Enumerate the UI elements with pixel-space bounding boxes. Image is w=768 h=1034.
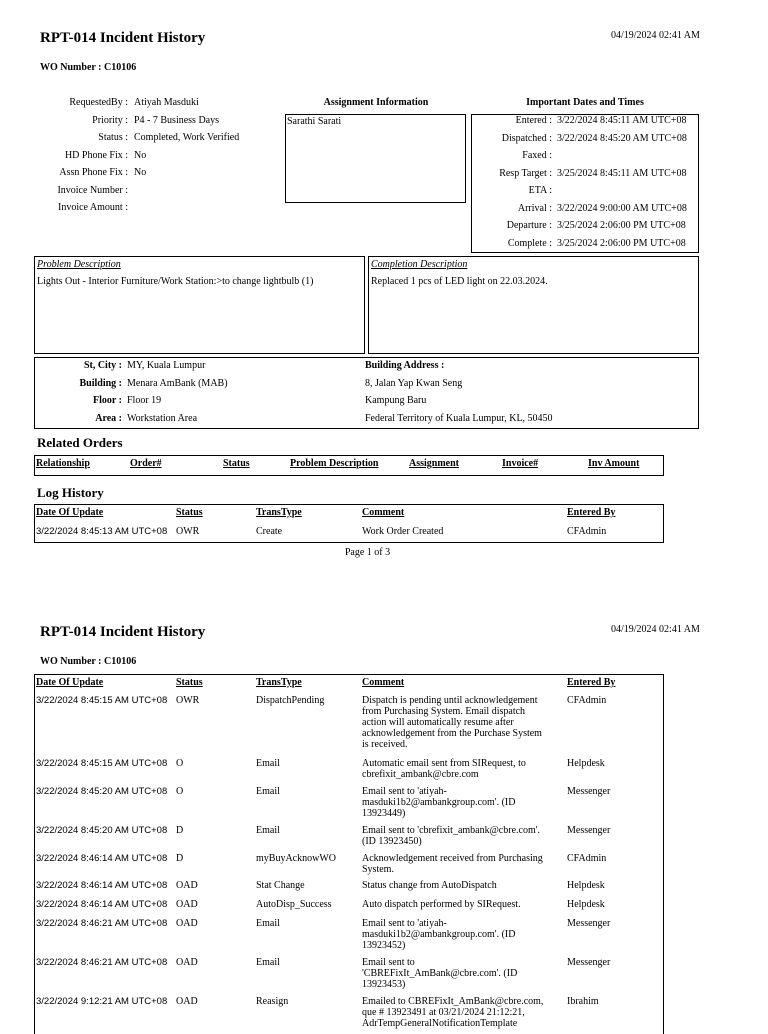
log-entered-by: CFAdmin (567, 695, 607, 706)
info-label: Priority : (92, 114, 128, 126)
log-entered-by: Ibrahim (567, 996, 599, 1007)
col-entered-by: Entered By (567, 677, 616, 688)
log-entered-by: Helpdesk (567, 758, 605, 769)
assignment-box (285, 114, 466, 203)
log-status: OAD (176, 899, 198, 910)
assignment-title: Assignment Information (323, 97, 429, 108)
date-label: ETA : (528, 185, 552, 196)
location-value: MY, Kuala Lumpur (127, 360, 206, 371)
log-date: 3/22/2024 8:45:15 AM UTC+08 (36, 758, 168, 769)
log-comment-line: action will automatically resume after (362, 717, 514, 728)
log-date: 3/22/2024 9:12:21 AM UTC+08 (36, 996, 168, 1007)
log-comment-line: 13923452) (362, 940, 406, 951)
log-comment-line: Email sent to (362, 957, 415, 968)
log-trans: Email (256, 918, 280, 929)
log-comment-line: masduki1b2@ambankgroup.com'. (ID (362, 797, 516, 808)
log-comment (362, 996, 567, 1029)
log-date: 3/22/2024 8:45:15 AM UTC+08 (36, 695, 168, 706)
date-value: 3/22/2024 8:45:20 AM UTC+08 (557, 132, 687, 144)
info-label: Status : (98, 132, 128, 143)
log-comment (362, 880, 567, 891)
building-address-line: Kampung Baru (365, 395, 427, 406)
log-status: OAD (176, 880, 198, 891)
date-label: Entered : (515, 115, 552, 126)
log-comment-line: Dispatch is pending until acknowledgement (362, 695, 538, 706)
report-title-2: RPT-014 Incident History (40, 624, 206, 640)
log-history-title: Log History (37, 485, 104, 500)
building-address-line: Federal Territory of Kuala Lumpur, KL, 50450 (365, 412, 553, 424)
log-comment-line: cbrefixit_ambank@cbre.com (362, 769, 479, 780)
report-title: RPT-014 Incident History (40, 30, 206, 46)
wo-number: WO Number : C10106 (40, 62, 137, 73)
log-trans: Email (256, 957, 280, 968)
location-value: Workstation Area (127, 412, 198, 424)
date-label: Resp Target : (499, 167, 552, 179)
log-history-table-2 (34, 674, 664, 1034)
log-entered-by: Messenger (567, 825, 611, 836)
location-label: St, City : (83, 360, 122, 371)
log-status: OAD (176, 957, 198, 968)
log-status: OWR (176, 526, 200, 537)
info-value: Completed, Work Verified (134, 132, 240, 143)
info-label: RequestedBy : (69, 97, 128, 108)
log-comment-line: Auto dispatch performed by SIRequest. (362, 899, 521, 910)
log-comment (362, 695, 567, 750)
log-history-table (34, 504, 664, 543)
log-comment-line: Acknowledgement received from Purchasing (362, 853, 543, 864)
report-date-2: 04/19/2024 02:41 AM (611, 624, 700, 635)
date-label: Faxed : (522, 150, 552, 161)
date-label: Complete : (507, 237, 552, 249)
log-comment-line: System. (362, 864, 394, 875)
date-label: Dispatched : (501, 132, 552, 144)
info-label: HD Phone Fix : (64, 149, 128, 161)
info-values (134, 94, 284, 217)
date-value (557, 182, 699, 200)
log-comment-line: Status change from AutoDispatch (362, 880, 497, 891)
col-relationship: Relationship (36, 458, 90, 469)
log-trans: myBuyAcknowWO (256, 853, 336, 864)
location-value: Floor 19 (127, 395, 162, 406)
col-comment: Comment (362, 677, 405, 688)
log-comment-line: Email sent to 'atiyah- (362, 918, 447, 929)
col-invoice: Invoice# (502, 458, 539, 469)
col-status: Status (223, 458, 250, 469)
log-date: 3/22/2024 8:45:20 AM UTC+08 (36, 825, 168, 836)
log-status: OAD (176, 996, 198, 1007)
log-comment-line: Automatic email sent from SIRequest, to (362, 758, 526, 769)
log-comment-line: acknowledgement from the Purchase System (362, 728, 542, 739)
date-value (557, 147, 699, 165)
info-label: Invoice Amount : (58, 202, 128, 213)
log-date: 3/22/2024 8:46:21 AM UTC+08 (36, 918, 168, 929)
date-value: 3/25/2024 2:06:00 PM UTC+08 (557, 220, 686, 231)
info-value: Atiyah Masduki (134, 97, 199, 108)
completion-box (368, 256, 699, 354)
log-trans: Reasign (256, 996, 289, 1007)
log-entered-by: CFAdmin (567, 526, 607, 537)
page-number: Page 1 of 3 (344, 547, 391, 558)
assignment-value: Sarathi Sarati (287, 116, 342, 127)
date-label: Departure : (506, 220, 552, 231)
date-value: 3/22/2024 9:00:00 AM UTC+08 (557, 202, 687, 214)
related-orders-title: Related Orders (37, 435, 123, 450)
log-comment (362, 899, 567, 910)
log-comment-line: masduki1b2@ambankgroup.com'. (ID (362, 929, 516, 940)
log-comment-line: Emailed to CBREFixIt_AmBank@cbre.com, (362, 996, 544, 1007)
log-comment (362, 825, 567, 847)
log-comment-line: 'CBREFixIt_AmBank@cbre.com'. (ID (362, 968, 518, 979)
location-box (34, 357, 699, 429)
log-trans: AutoDisp_Success (256, 899, 332, 910)
col-status: Status (176, 677, 203, 688)
info-value (134, 199, 284, 217)
problem-title: Problem Description (37, 259, 121, 270)
log-status: OAD (176, 918, 198, 929)
related-orders-table (34, 455, 664, 476)
problem-text: Lights Out - Interior Furniture/Work Station:>to change lightbulb (1) (37, 276, 314, 287)
log-comment-line: Email sent to 'atiyah- (362, 786, 447, 797)
info-label: Invoice Number : (57, 184, 128, 196)
log-comment-line: Email sent to 'cbrefixit_ambank@cbre.com'. (362, 825, 541, 836)
col-assignment: Assignment (409, 458, 460, 469)
dates-labels (472, 112, 552, 252)
log-comment-line: (ID 13923450) (362, 836, 422, 847)
log-entered-by: Helpdesk (567, 880, 605, 891)
date-value: 3/22/2024 8:45:11 AM UTC+08 (557, 115, 687, 126)
log-date: 3/22/2024 8:45:13 AM UTC+08 (36, 526, 168, 537)
log-trans: Email (256, 786, 280, 797)
col-date: Date Of Update (36, 507, 104, 518)
log-comment: Work Order Created (362, 526, 444, 537)
log-date: 3/22/2024 8:46:14 AM UTC+08 (36, 899, 168, 910)
report-date: 04/19/2024 02:41 AM (611, 30, 700, 41)
log-comment-line: 13923449) (362, 808, 406, 819)
log-status: D (176, 825, 184, 836)
info-value: P4 - 7 Business Days (134, 114, 220, 126)
log-comment (362, 957, 567, 990)
log-comment-line: from Purchasing System. Email dispatch (362, 706, 526, 717)
log-comment-line: AdrTempGeneralNotificationTemplate (362, 1018, 518, 1029)
wo-number-2: WO Number : C10106 (40, 656, 137, 667)
log-status: O (176, 786, 184, 797)
log-comment (362, 853, 567, 875)
log-trans: Stat Change (256, 880, 305, 891)
completion-title: Completion Description (371, 259, 468, 270)
location-label: Area : (95, 412, 122, 424)
col-entered-by: Entered By (567, 507, 616, 518)
log-trans: Email (256, 758, 280, 769)
col-transtype: TransType (256, 507, 302, 518)
info-value: No (134, 167, 147, 178)
log-entered-by: Messenger (567, 918, 611, 929)
col-status: Status (176, 507, 203, 518)
log-entered-by: Messenger (567, 957, 611, 968)
log-entered-by: CFAdmin (567, 853, 607, 864)
log-date: 3/22/2024 8:46:14 AM UTC+08 (36, 853, 168, 864)
dates-title: Important Dates and Times (526, 97, 644, 108)
date-value: 3/25/2024 2:06:00 PM UTC+08 (557, 237, 686, 249)
problem-box (34, 256, 365, 354)
dates-values (557, 112, 699, 252)
log-comment-line: 13923453) (362, 979, 406, 990)
building-address-label: Building Address : (365, 360, 445, 371)
log-trans: DispatchPending (256, 695, 325, 706)
location-labels (35, 357, 122, 427)
col-transtype: TransType (256, 677, 302, 688)
log-trans: Create (256, 526, 283, 537)
col-date: Date Of Update (36, 677, 104, 688)
log-comment (362, 758, 567, 780)
col-comment: Comment (362, 507, 405, 518)
col-problem-description: Problem Description (290, 458, 379, 469)
log-date: 3/22/2024 8:45:20 AM UTC+08 (36, 786, 168, 797)
log-status: D (176, 853, 184, 864)
info-value: No (134, 149, 147, 161)
date-label: Arrival : (517, 202, 552, 214)
location-label: Floor : (93, 395, 122, 406)
log-comment-line: is received. (362, 739, 408, 750)
log-comment (362, 918, 567, 951)
log-entered-by: Helpdesk (567, 899, 605, 910)
log-date: 3/22/2024 8:46:21 AM UTC+08 (36, 957, 168, 968)
col-order: Order# (130, 458, 162, 469)
building-address-line: 8, Jalan Yap Kwan Seng (365, 377, 463, 389)
dates-box (471, 114, 699, 253)
info-labels (30, 94, 128, 217)
log-entered-by: Messenger (567, 786, 611, 797)
location-value: Menara AmBank (MAB) (127, 377, 228, 389)
date-value: 3/25/2024 8:45:11 AM UTC+08 (557, 167, 687, 179)
log-comment-line: que # 13923491 at 03/21/2024 21:12:21, (362, 1007, 525, 1018)
col-inv-amount: Inv Amount (588, 458, 640, 469)
log-trans: Email (256, 825, 280, 836)
location-values (127, 357, 357, 427)
log-date: 3/22/2024 8:46:14 AM UTC+08 (36, 880, 168, 891)
completion-text: Replaced 1 pcs of LED light on 22.03.2024. (371, 276, 548, 287)
info-value (134, 182, 284, 200)
location-label: Building : (79, 377, 122, 389)
info-label: Assn Phone Fix : (59, 167, 128, 178)
log-status: OWR (176, 695, 200, 706)
log-status: O (176, 758, 184, 769)
building-address (365, 357, 695, 427)
log-comment (362, 786, 567, 819)
